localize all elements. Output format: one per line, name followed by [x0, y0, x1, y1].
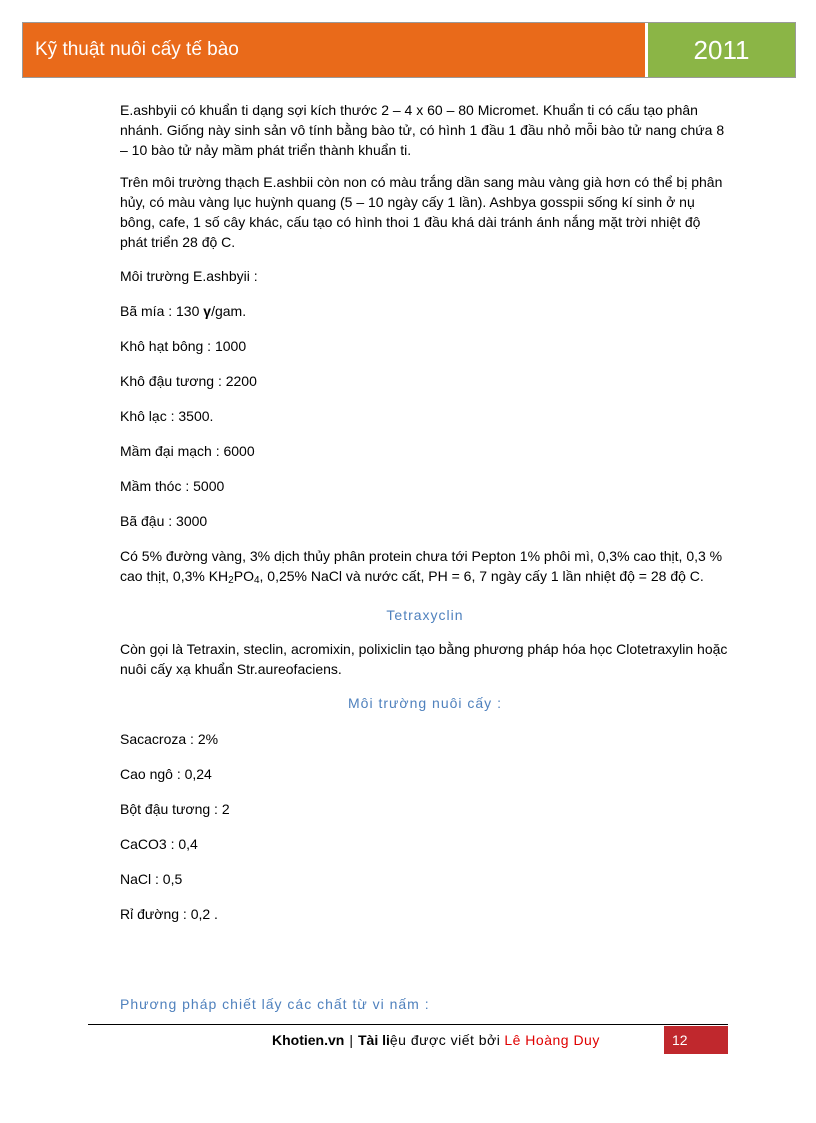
footer-divider: [88, 1024, 728, 1025]
list-item: Mầm đại mạch : 6000: [120, 443, 255, 459]
env-ashbyii-title: Môi trường E.ashbyii :: [120, 268, 258, 284]
ba-mia-label: Bã mía : 130: [120, 303, 204, 319]
list-item: Khô hạt bông : 1000: [120, 338, 247, 354]
list-item: CaCO3 : 0,4: [120, 836, 198, 852]
list-item: Bã đậu : 3000: [120, 513, 208, 529]
footer-doc-rest: ệu được viết bởi: [389, 1032, 501, 1048]
heading-culture-medium: Môi trường nuôi cấy :: [348, 695, 502, 711]
composition-text-a: Có 5% đường vàng, 3% dịch thủy phân protein chưa tới Pepton 1% phôi mì, 0,3% cao thịt, 0,3 % cao thịt, 0,3% KH: [120, 548, 723, 584]
list-item: Rỉ đường : 0,2 .: [120, 906, 218, 922]
list-item: Mầm thóc : 5000: [120, 478, 225, 494]
page-footer: [272, 1027, 600, 1053]
paragraph-ashbyii-description: E.ashbyii có khuẩn ti dạng sợi kích thước 2 – 4 x 60 – 80 Micromet. Khuẩn ti có cấu tạo phân nhánh. Giống này sinh sản vô tính bằng bào tử, có hình 1 đầu 1 đầu nhỏ mỗi bào tử nang chứa 8 – 10 bào tử nảy mầm phát triển thành khuẩn ti.: [120, 102, 725, 158]
document-body: [120, 100, 730, 939]
list-item: Bột đậu tương : 2: [120, 801, 230, 817]
list-item: Cao ngô : 0,24: [120, 766, 212, 782]
composition-text-c: , 0,25% NaCl và nước cất, PH = 6, 7 ngày cấy 1 lần nhiệt độ = 28 độ C.: [259, 568, 704, 584]
paragraph-ashbii-agar: Trên môi trường thạch E.ashbii còn non có màu trắng dần sang màu vàng già hơn có thể bị phân hủy, có màu vàng lục huỳnh quang (5 – 10 ngày cấy 1 lần). Ashbya gosspii sống kí sinh ở nụ bông, cafe, 1 số cây khác, cấu tạo có hình thoi 1 đầu khá dài tránh ánh nắng mặt trời nhiệt độ phát triển 28 độ C.: [120, 174, 723, 250]
header-year: 2011: [648, 23, 795, 77]
paragraph-medium-composition: [120, 546, 730, 589]
ba-mia-unit: /gam.: [211, 303, 247, 319]
page-header: [22, 22, 796, 78]
heading-tetraxyclin: Tetraxyclin: [386, 607, 464, 623]
list-item-ba-mia: [120, 301, 730, 321]
list-item: NaCl : 0,5: [120, 871, 183, 887]
subscript-2: 2: [228, 575, 234, 586]
composition-text-b: PO: [233, 568, 254, 584]
list-item: Khô lạc : 3500.: [120, 408, 214, 424]
header-title: Kỹ thuật nuôi cấy tế bào: [23, 23, 648, 77]
gamma-symbol: γ: [203, 303, 212, 319]
paragraph-tetraxin: Còn gọi là Tetraxin, steclin, acromixin, polixiclin tạo bằng phương pháp hóa học Clotetraxylin hoặc nuôi cấy xạ khuẩn Str.aureofaciens.: [120, 641, 728, 677]
footer-separator: |: [349, 1032, 353, 1048]
footer-author: Lê Hoàng Duy: [504, 1032, 600, 1048]
subscript-4: 4: [253, 575, 260, 586]
heading-extraction-method: Phương pháp chiết lấy các chất từ vi nấm :: [120, 996, 430, 1012]
list-item: Sacacroza : 2%: [120, 731, 219, 747]
page-number: 12: [664, 1026, 728, 1054]
footer-doc-bold: Tài li: [357, 1032, 390, 1048]
footer-site: Khotien.vn: [272, 1032, 345, 1048]
list-item: Khô đậu tương : 2200: [120, 373, 257, 389]
